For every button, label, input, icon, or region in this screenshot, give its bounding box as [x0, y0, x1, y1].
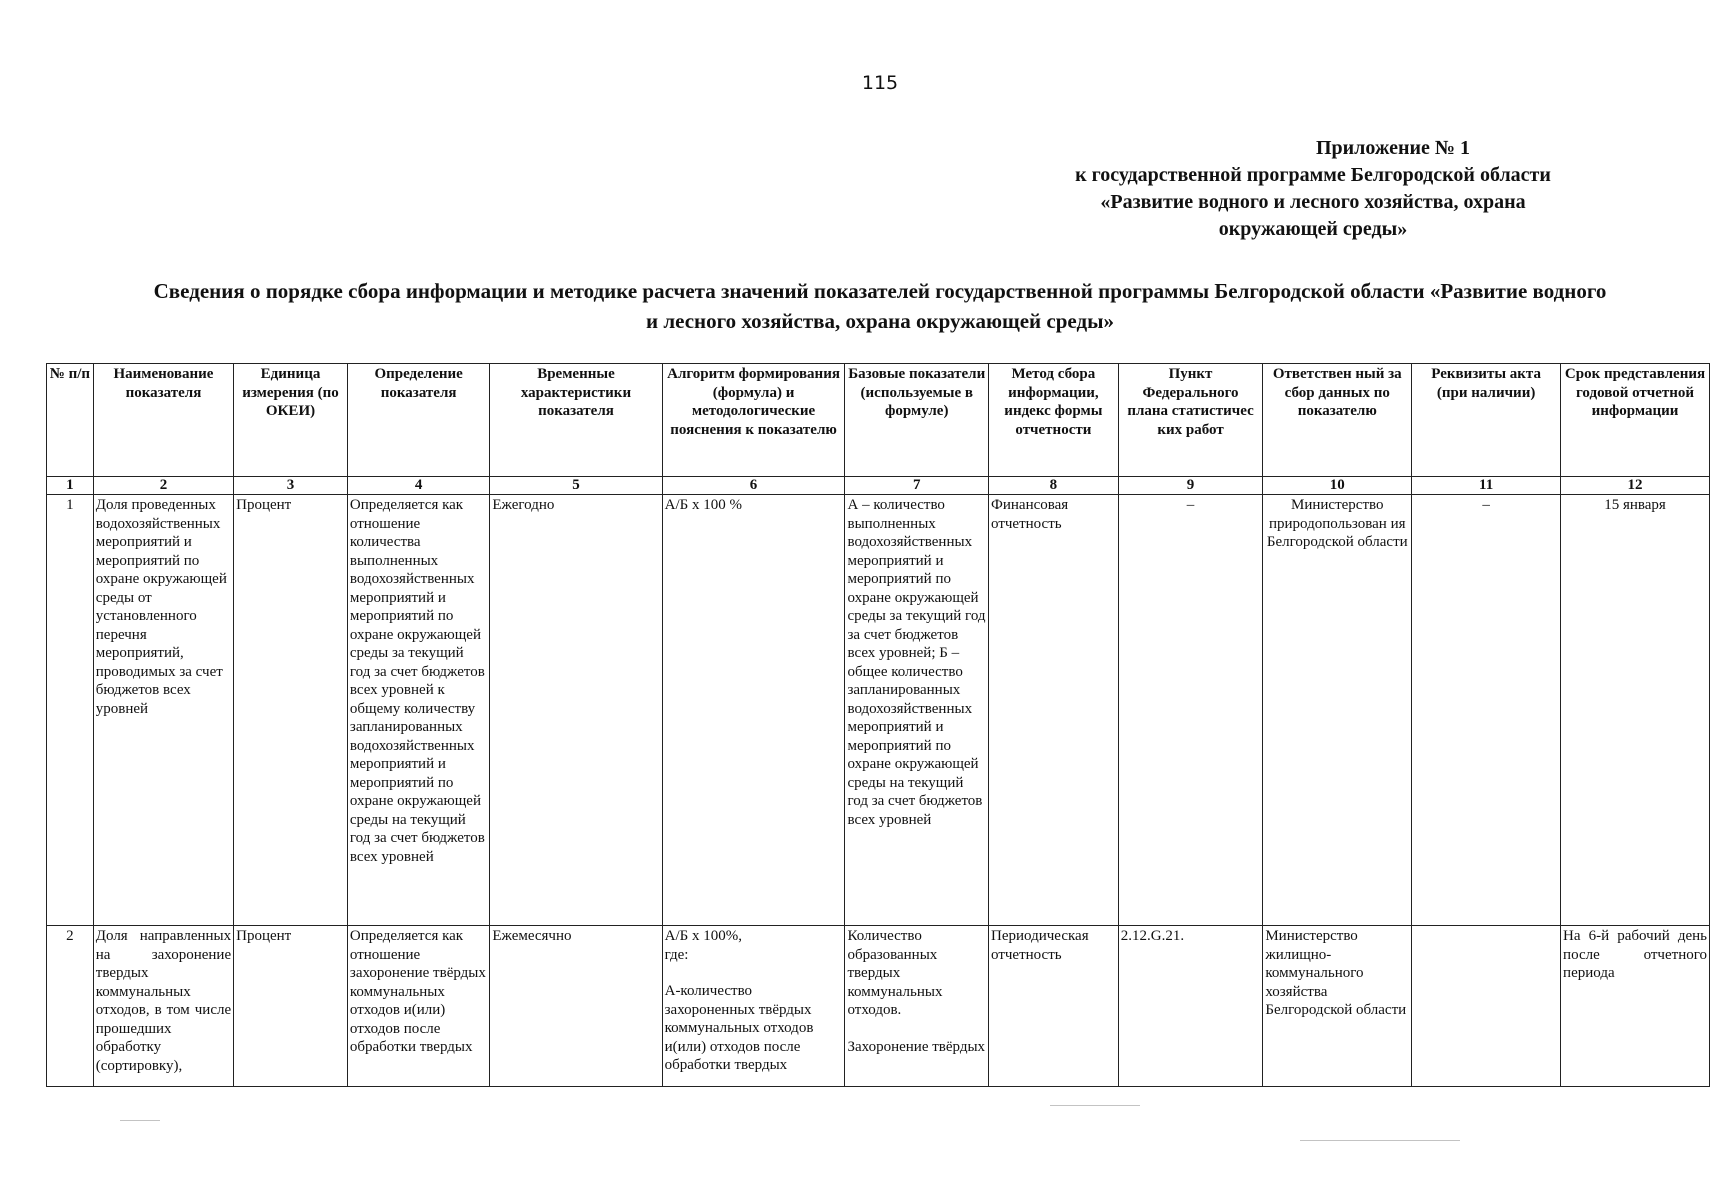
- scan-noise: [1050, 1105, 1140, 1106]
- column-number: 6: [662, 477, 845, 495]
- indicator-act: [1412, 926, 1561, 1087]
- column-number: 2: [93, 477, 233, 495]
- indicator-time: Ежемесячно: [490, 926, 662, 1087]
- table-row: [47, 926, 1710, 1087]
- table-row: [47, 495, 1710, 926]
- column-number: 1: [47, 477, 94, 495]
- base-item: Захоронение твёрдых: [847, 1038, 986, 1055]
- appendix-title: Приложение № 1: [1315, 137, 1471, 159]
- column-number: 5: [490, 477, 662, 495]
- header-cell: Ответствен ный за сбор данных по показателю: [1263, 364, 1412, 477]
- appendix-line: «Развитие водного и лесного хозяйства, охрана: [1100, 191, 1526, 213]
- indicator-algorithm: А/Б x 100 %: [662, 495, 845, 926]
- document-heading: [80, 276, 1680, 336]
- base-item: Количество образованных твердых коммунальных отходов.: [847, 928, 943, 1018]
- indicator-unit: Процент: [234, 495, 348, 926]
- algorithm-where: где:: [664, 946, 689, 963]
- header-cell: Реквизиты акта (при наличии): [1412, 364, 1561, 477]
- algorithm-explanation: А-количество захороненных твёрдых коммунальных отходов и(или) отходов после обработки твердых: [664, 983, 814, 1073]
- row-number: 2: [47, 926, 94, 1087]
- column-number-row: [47, 477, 1710, 495]
- header-cell: Базовые показатели (используемые в формуле): [845, 364, 989, 477]
- header-cell: Срок представления годовой отчетной информации: [1561, 364, 1710, 477]
- appendix-line: окружающей среды»: [1218, 218, 1408, 240]
- header-cell: № п/п: [47, 364, 94, 477]
- indicator-act: –: [1412, 495, 1561, 926]
- heading-line: и лесного хозяйства, охрана окружающей среды»: [646, 309, 1114, 333]
- column-number: 9: [1118, 477, 1263, 495]
- indicator-definition: Определяется как отношение количества выполненных водохозяйственных мероприятий и мероприятий по охране окружающей среды за текущий год за счет бюджетов всех уровней к общему количеству запланированных водохозяйственных мероприятий и мероприятий по охране окружающей среды на текущий год за счет бюджетов всех уровней: [347, 495, 489, 926]
- indicator-deadline: 15 января: [1561, 495, 1710, 926]
- algorithm-formula: А/Б x 100%,: [664, 928, 742, 944]
- indicator-base: А – количество выполненных водохозяйственных мероприятий и мероприятий по охране окружающей среды за текущий год за счет бюджетов всех уровней; Б – общее количество запланированных водохозяйственных мероприятий и мероприятий по охране окружающей среды на текущий год за счет бюджетов всех уровней: [845, 495, 989, 926]
- scan-noise: [1300, 1140, 1460, 1141]
- header-cell: Наименование показателя: [93, 364, 233, 477]
- header-cell: Алгоритм формирования (формула) и методологические пояснения к показателю: [662, 364, 845, 477]
- indicator-algorithm: [662, 926, 845, 1087]
- appendix-block: [1013, 135, 1613, 243]
- table-header-row: [47, 364, 1710, 477]
- column-number: 3: [234, 477, 348, 495]
- page-number: 115: [861, 72, 899, 94]
- column-number: 12: [1561, 477, 1710, 495]
- row-number: 1: [47, 495, 94, 926]
- header-cell: Определение показателя: [347, 364, 489, 477]
- indicator-responsible: Министерство природопользован ия Белгородской области: [1263, 495, 1412, 926]
- column-number: 10: [1263, 477, 1412, 495]
- indicator-deadline: На 6-й рабочий день после отчетного периода: [1561, 926, 1710, 1087]
- indicators-table: [46, 363, 1710, 1087]
- header-cell: Метод сбора информации, индекс формы отчетности: [989, 364, 1119, 477]
- header-cell: Временные характеристики показателя: [490, 364, 662, 477]
- indicator-plan: –: [1118, 495, 1263, 926]
- column-number: 11: [1412, 477, 1561, 495]
- column-number: 8: [989, 477, 1119, 495]
- indicator-definition: Определяется как отношение захоронение твёрдых коммунальных отходов и(или) отходов после обработки твердых: [347, 926, 489, 1087]
- indicator-method: Финансовая отчетность: [989, 495, 1119, 926]
- indicator-time: Ежегодно: [490, 495, 662, 926]
- heading-line: Сведения о порядке сбора информации и методике расчета значений показателей государственной программы Белгородской области «Развитие водного: [153, 279, 1607, 303]
- appendix-line: к государственной программе Белгородской области: [1075, 164, 1551, 186]
- indicator-unit: Процент: [234, 926, 348, 1087]
- column-number: 7: [845, 477, 989, 495]
- indicator-base: [845, 926, 989, 1087]
- scan-noise: [120, 1120, 160, 1121]
- indicator-name: Доля проведенных водохозяйственных мероприятий и мероприятий по охране окружающей среды от установленного перечня мероприятий, проводимых за счет бюджетов всех уровней: [93, 495, 233, 926]
- header-cell: Пункт Федерального плана статистичес ких работ: [1118, 364, 1263, 477]
- indicator-plan: 2.12.G.21.: [1118, 926, 1263, 1087]
- indicator-method: Периодическая отчетность: [989, 926, 1119, 1087]
- indicator-name: Доля направленных на захоронение твердых коммунальных отходов, в том числе прошедших обработку (сортировку),: [93, 926, 233, 1087]
- column-number: 4: [347, 477, 489, 495]
- indicator-responsible: Министерство жилищно-коммунального хозяйства Белгородской области: [1263, 926, 1412, 1087]
- header-cell: Единица измерения (по ОКЕИ): [234, 364, 348, 477]
